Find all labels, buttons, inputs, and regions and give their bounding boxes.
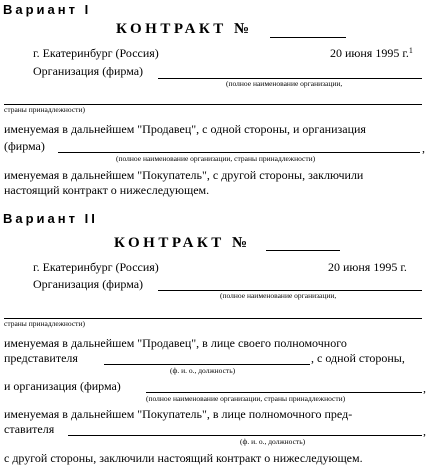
representative-hint: (ф. и. о., должность) [170,366,236,375]
firm-name-line [58,152,420,153]
variant-1-seller-line: именуемая в дальнейшем "Продавец", с одной стороны, и организация [4,122,366,136]
buyer-representative-hint: (ф. и. о., должность) [240,437,306,446]
org-name-hint-cont: страны принадлежности) [4,105,85,114]
variant-2-title: КОНТРАКТ № [114,235,251,251]
variant-1-firm-label: (фирма) [4,139,45,153]
org-name-hint-cont: страны принадлежности) [4,319,85,328]
variant-2-buyer-line-1: именуемая в дальнейшем "Покупатель", в лице полномочного пред- [4,407,353,421]
contract-number-line [270,37,346,38]
variant-2-date: 20 июня 1995 г. [328,260,407,274]
footnote-mark: 1 [408,46,413,55]
variant-2-org-label: Организация (фирма) [33,277,144,291]
variant-1-buyer-line-2: настоящий контракт о нижеследующем. [4,183,210,197]
org-name-hint: (полное наименование организации, [220,291,337,300]
firm-name-hint: (полное наименование организации, страны принадлежности) [116,154,316,163]
buyer-representative-line [68,435,422,436]
variant-1-org-label: Организация (фирма) [33,64,144,78]
contract-number-line [266,250,340,251]
variant-2-seller-line-2b: , с одной стороны, [311,351,405,365]
variant-1-date: 20 июня 1995 г.$^1$ [330,46,413,60]
org2-name-hint: (полное наименование организации, страны принадлежности) [146,394,346,403]
variant-2-city: г. Екатеринбург (Россия) [33,260,159,274]
variant-1-title: КОНТРАКТ № [116,21,253,37]
variant-2-seller-line-1: именуемая в дальнейшем "Продавец", в лице своего полномочного [4,336,347,350]
variant-2-header: Вариант II [3,211,98,226]
variant-1-buyer-line-1: именуемая в дальнейшем "Покупатель", с другой стороны, заключили [4,168,364,182]
variant-2-seller-line-2a: представителя [4,351,78,365]
variant-1-city: г. Екатеринбург (Россия) [33,46,159,60]
representative-line [104,364,310,365]
org-name-hint: (полное наименование организации, [226,79,343,88]
variant-1-header: Вариант I [3,2,92,17]
variant-2-closing: с другой стороны, заключили настоящий контракт о нижеследующем. [4,451,363,465]
org2-name-line [146,392,422,393]
variant-2-buyer-line-2a: ставителя [4,422,55,436]
variant-2-org2-label: и организация (фирма) [4,379,121,393]
